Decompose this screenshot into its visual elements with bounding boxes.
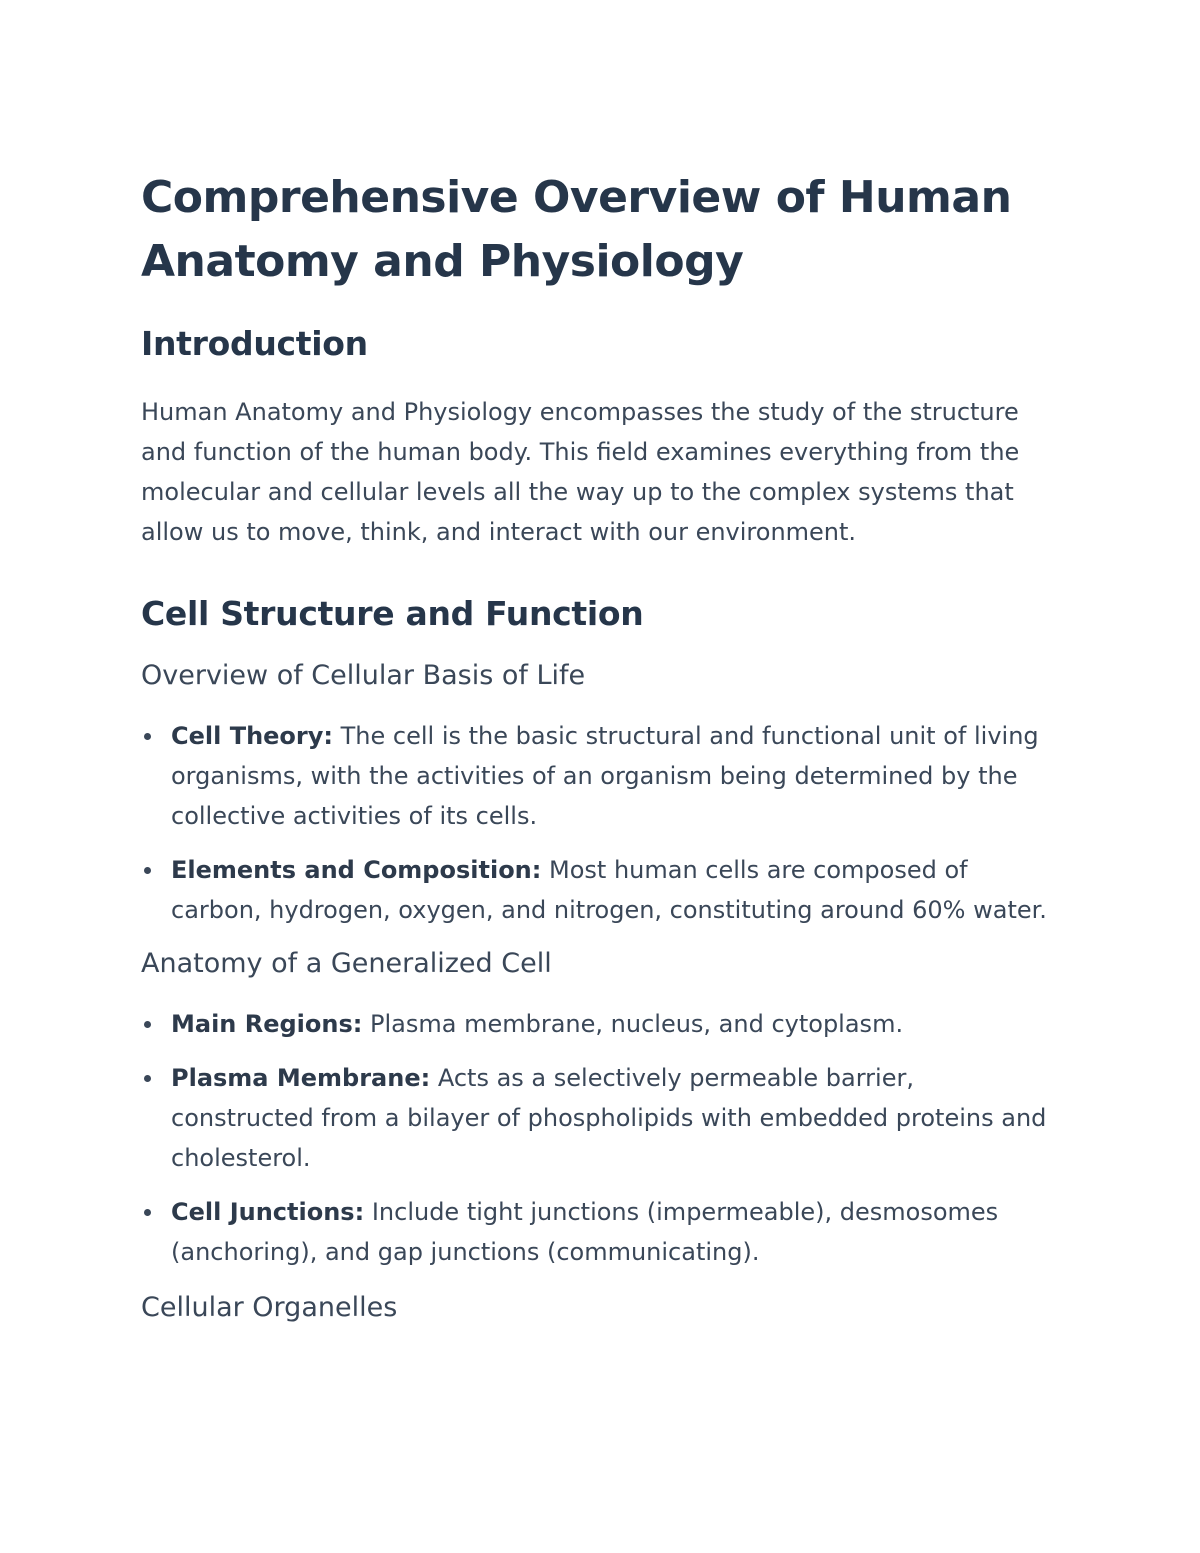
bullet-icon	[144, 867, 151, 874]
section-heading-cell-structure: Cell Structure and Function	[141, 594, 644, 633]
list-item-text: Acts as a selectively permeable barrier, constructed from a bilayer of phospholipids with embedded proteins and cholesterol.	[171, 1064, 1047, 1172]
list-item	[141, 1004, 1061, 1044]
subsection-heading-organelles: Cellular Organelles	[141, 1292, 398, 1323]
list-item-term: Plasma Membrane	[171, 1064, 421, 1092]
document-title: Comprehensive Overview of Human Anatomy and Physiology	[141, 172, 1012, 287]
bullet-icon	[144, 1021, 151, 1028]
subsection-heading-generalized-cell: Anatomy of a Generalized Cell	[141, 948, 552, 979]
list-item-text: Most human cells are composed of carbon, hydrogen, oxygen, and nitrogen, constituting around 60% water.	[171, 856, 1047, 924]
list-item-term: Cell Theory	[171, 722, 324, 750]
document-page	[141, 166, 1061, 1328]
introduction-paragraph: Human Anatomy and Physiology encompasses the study of the structure and function of the human body. This field examines everything from the molecular and cellular levels all the way up to the complex systems that allow us to move, think, and interact with our environment.	[141, 398, 1020, 546]
list-item-term: Cell Junctions	[171, 1198, 355, 1226]
list-item-term: Elements and Composition	[171, 856, 532, 884]
list-item-text: Plasma membrane, nucleus, and cytoplasm.	[362, 1010, 904, 1038]
list-item	[141, 1058, 1061, 1178]
list-item-separator: :	[420, 1064, 431, 1092]
list-item	[141, 1192, 1061, 1272]
list-item-separator: :	[323, 722, 334, 750]
bullet-icon	[144, 733, 151, 740]
bullet-icon	[144, 1209, 151, 1216]
list-item-separator: :	[354, 1198, 365, 1226]
bullet-icon	[144, 1075, 151, 1082]
list-item	[141, 850, 1061, 930]
subsection-heading-cellular-basis: Overview of Cellular Basis of Life	[141, 660, 586, 691]
generalized-cell-list	[141, 1004, 1061, 1272]
cellular-basis-list	[141, 716, 1061, 930]
list-item-term: Main Regions	[171, 1010, 353, 1038]
section-heading-introduction: Introduction	[141, 324, 368, 363]
list-item-separator: :	[352, 1010, 363, 1038]
list-item-separator: :	[531, 856, 542, 884]
list-item-text: Include tight junctions (impermeable), desmosomes (anchoring), and gap junctions (communicating).	[171, 1198, 999, 1266]
list-item-text: The cell is the basic structural and functional unit of living organisms, with the activities of an organism being determined by the collective activities of its cells.	[171, 722, 1039, 830]
list-item	[141, 716, 1061, 836]
